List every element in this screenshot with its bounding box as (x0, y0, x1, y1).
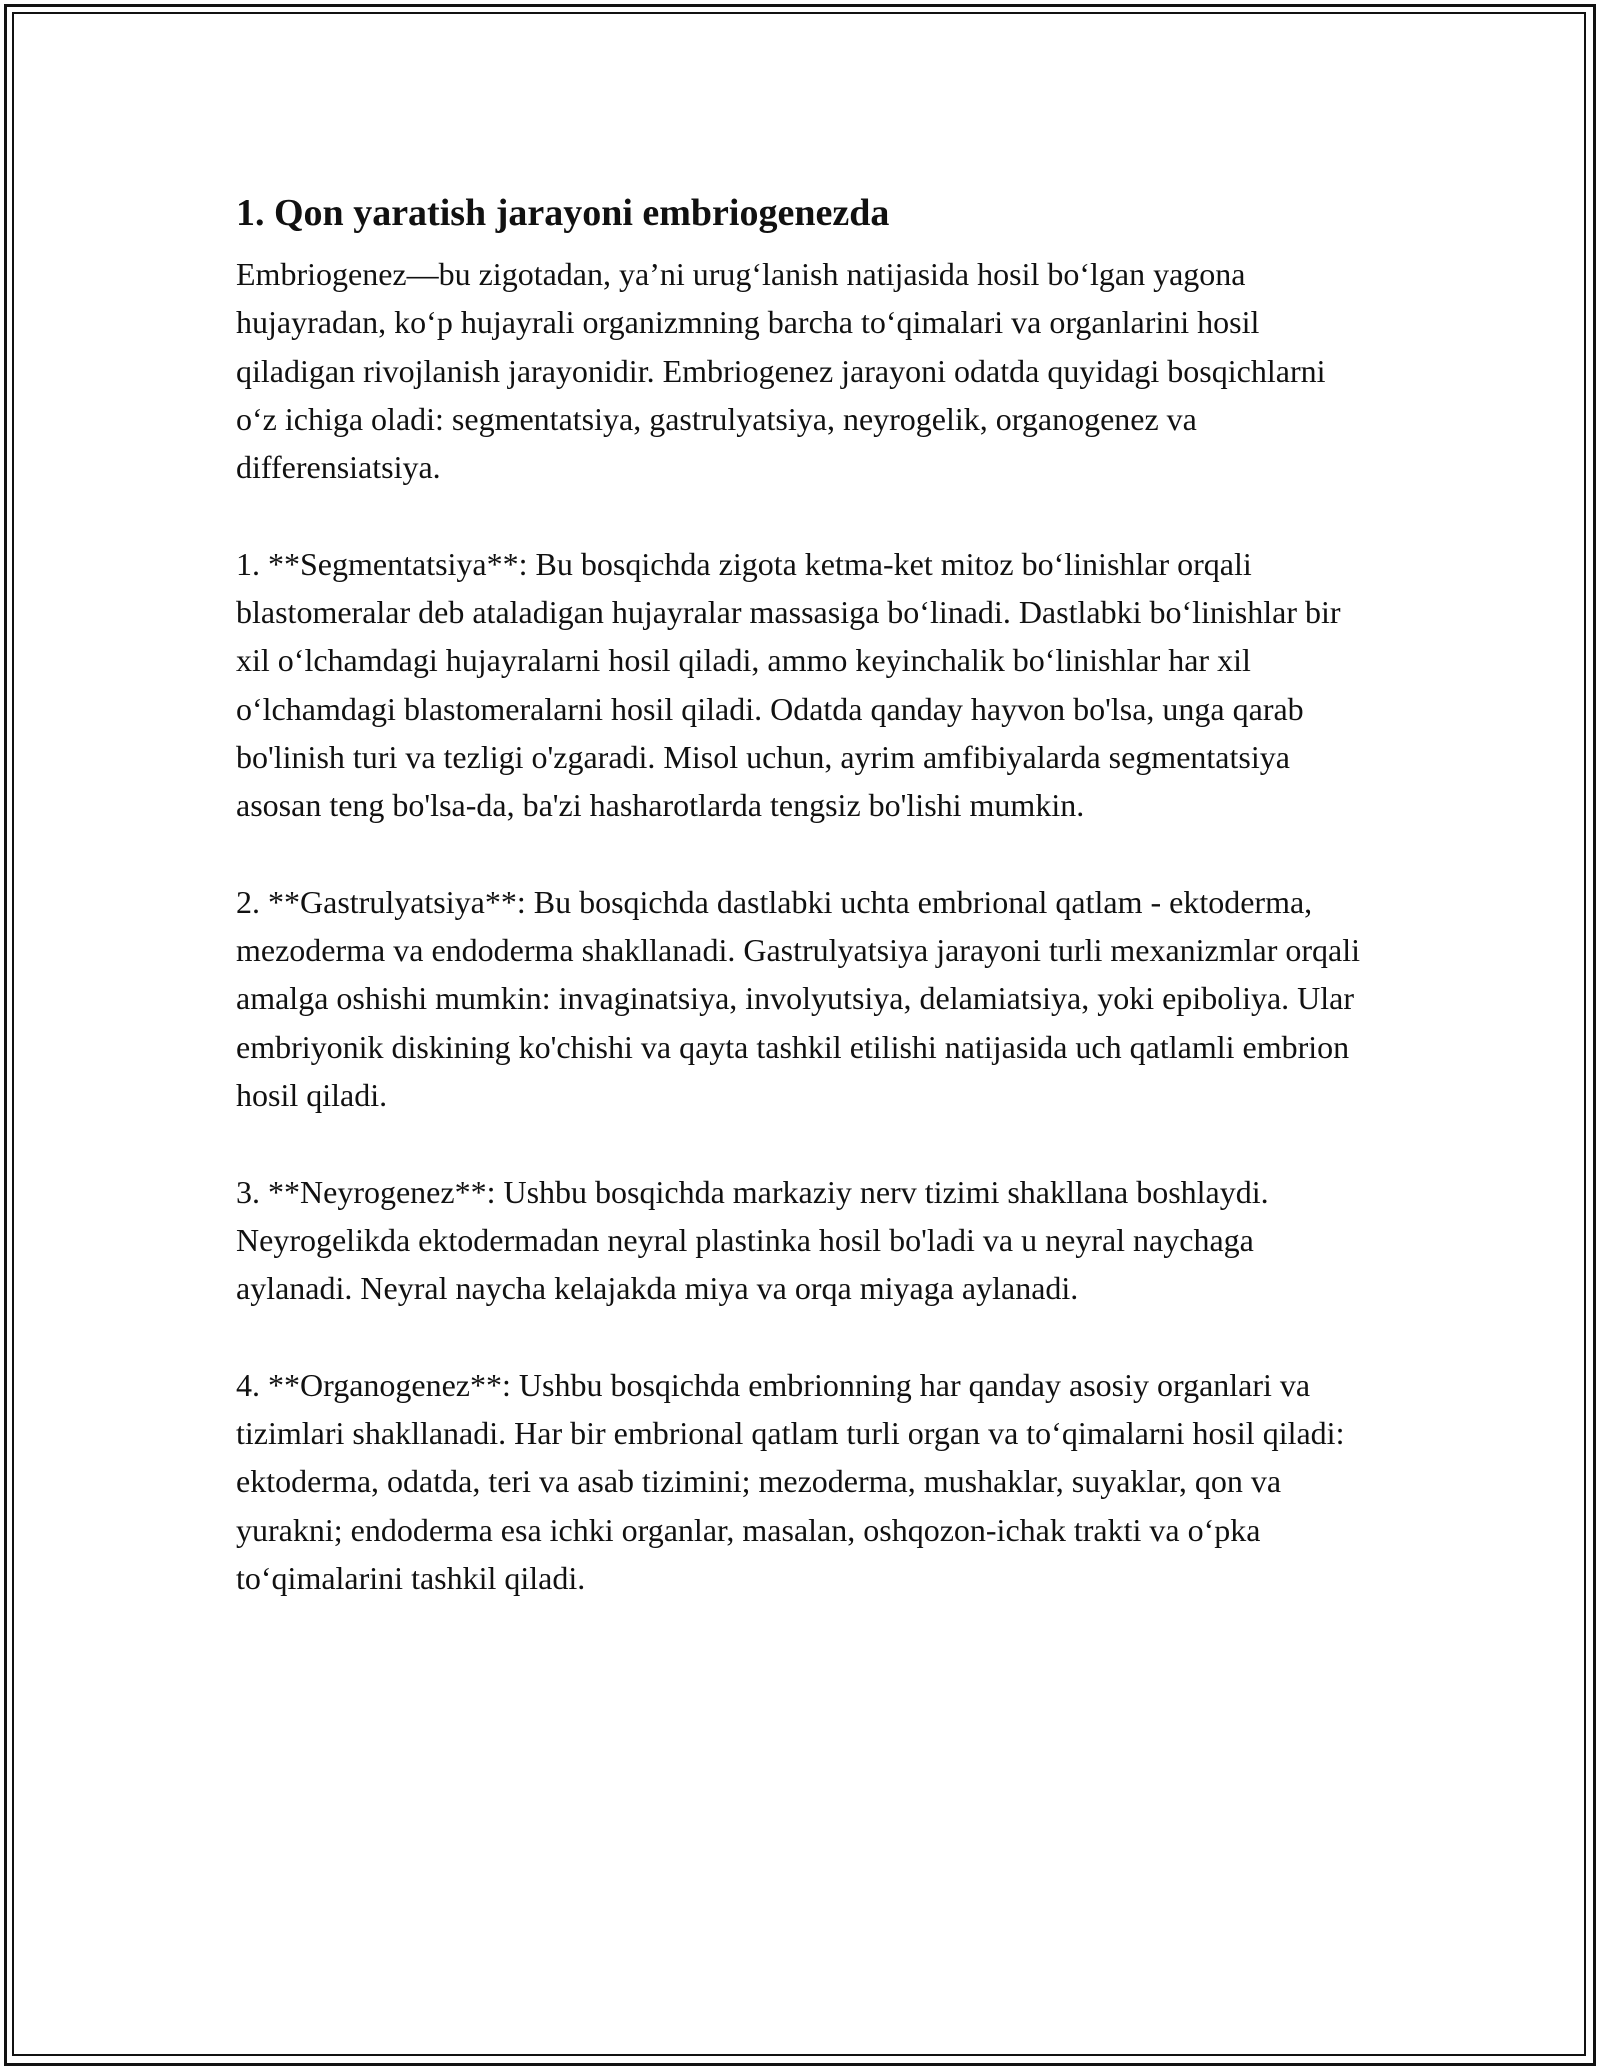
organogenesis-paragraph: 4. **Organogenez**: Ushbu bosqichda embrionning har qanday asosiy organlari va tizimlari shakllanadi. Har bir embrional qatlam turli organ va to‘qimalarni hosil qiladi: ektoderma, odatda, teri va asab tizimini; mezoderma, mushaklar, suyaklar, qon va yurakni; endoderma esa ichki organlar, masalan, oshqozon-ichak trakti va o‘pka to‘qimalarini tashkil qiladi. (236, 1366, 1345, 1597)
document-body (236, 186, 1366, 1602)
gastrulation-paragraph: 2. **Gastrulyatsiya**: Bu bosqichda dastlabki uchta embrional qatlam - ektoderma, mezoderma va endoderma shakllanadi. Gastrulyatsiya jarayoni turli mexanizmlar orqali amalga oshishi mumkin: invaginatsiya, involyutsiya, delamiatsiya, yoki epiboliya. Ular embriyonik diskining ko'chishi va qayta tashkil etilishi natijasida uch qatlamli embrion hosil qiladi. (236, 883, 1361, 1114)
document-heading: 1. Qon yaratish jarayoni embriogenezda (236, 192, 890, 234)
intro-paragraph: Embriogenez—bu zigotadan, ya’ni urug‘lanish natijasida hosil bo‘lgan yagona hujayradan, ko‘p hujayrali organizmning barcha to‘qimalari va organlarini hosil qiladigan rivojlanish jarayonidir. Embriogenez jarayoni odatda quyidagi bosqichlarni o‘z ichiga oladi: segmentatsiya, gastrulyatsiya, neyrogelik, organogenez va differensiatsiya. (236, 256, 1326, 486)
neurogenesis-paragraph: 3. **Neyrogenez**: Ushbu bosqichda markaziy nerv tizimi shakllana boshlaydi. Neyrogelikda ektodermadan neyral plastinka hosil bo'ladi va u neyral naychaga aylanadi. Neyral naycha kelajakda miya va orqa miyaga aylanadi. (236, 1173, 1269, 1307)
segmentation-paragraph: 1. **Segmentatsiya**: Bu bosqichda zigota ketma-ket mitoz bo‘linishlar orqali blastomeralar deb ataladigan hujayralar massasiga bo‘linadi. Dastlabki bo‘linishlar bir xil o‘lchamdagi hujayralarni hosil qiladi, ammo keyinchalik bo‘linishlar har xil o‘lchamdagi blastomeralarni hosil qiladi. Odatda qanday hayvon bo'lsa, unga qarab bo'linish turi va tezligi o'zgaradi. Misol uchun, ayrim amfibiyalarda segmentatsiya asosan teng bo'lsa-da, ba'zi hasharotlarda tengsiz bo'lishi mumkin. (236, 545, 1341, 824)
